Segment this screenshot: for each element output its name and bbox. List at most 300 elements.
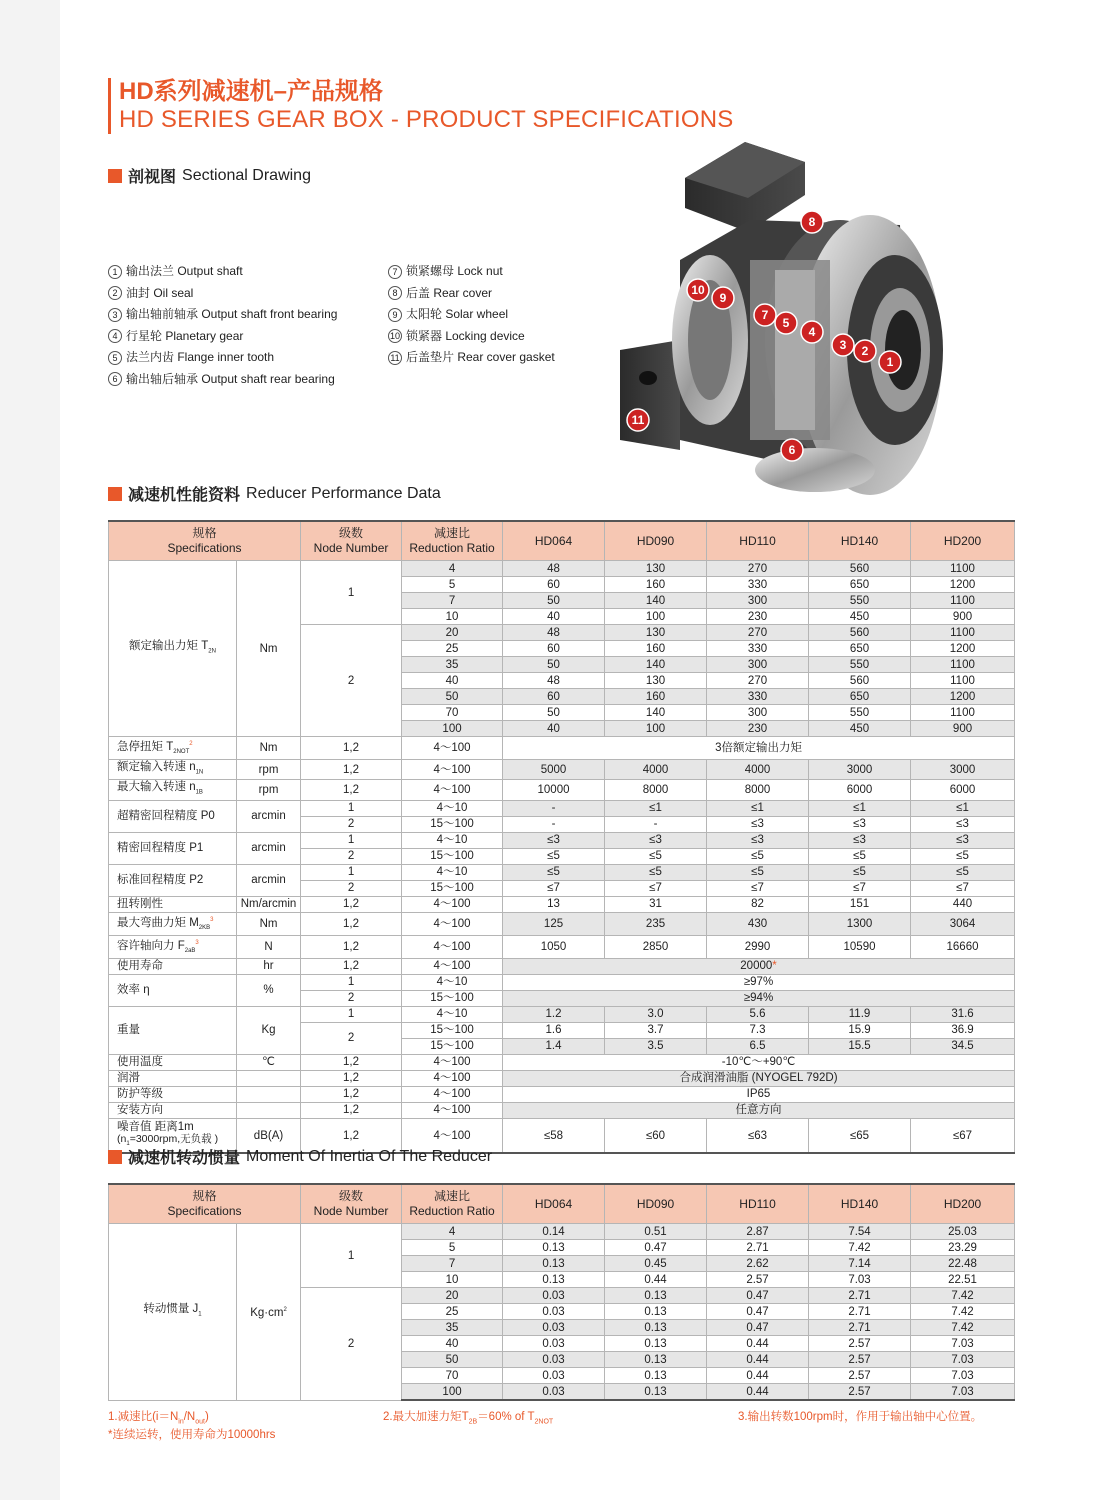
row-label: 标准回程精度 P2 xyxy=(109,864,237,896)
section-sectional-drawing xyxy=(108,164,311,187)
value-cell: ≤60 xyxy=(605,1118,707,1153)
section-title-cn: 减速机性能资料 xyxy=(128,487,241,504)
ratio-cell: 4～10 xyxy=(402,974,503,990)
value-cell: 20000* xyxy=(503,958,1015,974)
ratio-cell: 4～100 xyxy=(402,1054,503,1070)
page-margin xyxy=(0,0,60,1500)
value-cell: 4000 xyxy=(605,760,707,780)
section-marker-icon xyxy=(108,1150,122,1164)
value-cell: 0.14 xyxy=(503,1224,605,1240)
row-label: 转动惯量 $J_1$ xyxy=(109,1224,237,1401)
value-cell: 2.71 xyxy=(707,1240,809,1256)
value-cell: 50 xyxy=(503,705,605,721)
value-cell: 48 xyxy=(503,625,605,641)
row-stage: 2 xyxy=(301,816,402,832)
ratio-cell: 15～100 xyxy=(402,848,503,864)
footnote-3: 3.输出转数100rpm时，作用于输出轴中心位置。 xyxy=(738,1411,983,1423)
row-stage: 1 xyxy=(301,800,402,816)
value-cell: 60 xyxy=(503,689,605,705)
header-model: HD090 xyxy=(605,1184,707,1224)
value-cell: - xyxy=(503,800,605,816)
value-cell: 8000 xyxy=(605,780,707,800)
value-cell: - xyxy=(605,816,707,832)
table-row xyxy=(109,935,1015,958)
table-row xyxy=(109,864,1015,880)
ratio-cell: 25 xyxy=(402,1304,503,1320)
ratio-cell: 70 xyxy=(402,705,503,721)
value-cell: 1100 xyxy=(911,625,1015,641)
value-cell: 7.03 xyxy=(911,1384,1015,1401)
table-row xyxy=(109,737,1015,760)
value-cell: ≥94% xyxy=(503,990,1015,1006)
ratio-cell: 10 xyxy=(402,1272,503,1288)
value-cell: 10000 xyxy=(503,780,605,800)
table-row xyxy=(109,1054,1015,1070)
ratio-cell: 4～100 xyxy=(402,958,503,974)
value-cell: 0.03 xyxy=(503,1288,605,1304)
header-ratio: 减速比 Reduction Ratio xyxy=(402,521,503,561)
value-cell: 0.13 xyxy=(605,1320,707,1336)
row-label: 使用温度 xyxy=(109,1054,237,1070)
ratio-cell: 100 xyxy=(402,721,503,737)
value-cell: 0.47 xyxy=(707,1320,809,1336)
value-cell: ≤7 xyxy=(911,880,1015,896)
value-cell: 0.44 xyxy=(707,1368,809,1384)
value-cell: ≤3 xyxy=(707,832,809,848)
value-cell: ≤3 xyxy=(503,832,605,848)
row-stage: 1,2 xyxy=(301,1086,402,1102)
value-cell: 140 xyxy=(605,657,707,673)
value-cell: ≤5 xyxy=(605,864,707,880)
svg-text:10: 10 xyxy=(691,283,705,297)
value-cell: 2.62 xyxy=(707,1256,809,1272)
svg-text:8: 8 xyxy=(808,215,816,229)
table-row xyxy=(109,832,1015,848)
value-cell: 0.47 xyxy=(707,1288,809,1304)
ratio-cell: 70 xyxy=(402,1368,503,1384)
value-cell: 550 xyxy=(809,593,911,609)
value-cell: 7.03 xyxy=(911,1352,1015,1368)
legend-left xyxy=(108,261,337,390)
ratio-cell: 50 xyxy=(402,689,503,705)
table-header xyxy=(109,1184,1015,1224)
value-cell: 31.6 xyxy=(911,1006,1015,1022)
value-cell: 1050 xyxy=(503,935,605,958)
row-stage: 1,2 xyxy=(301,1070,402,1086)
header-spec: 规格 Specifications xyxy=(109,1184,301,1224)
ratio-cell: 40 xyxy=(402,1336,503,1352)
value-cell: 0.13 xyxy=(605,1352,707,1368)
value-cell: 5.6 xyxy=(707,1006,809,1022)
value-cell: ≤7 xyxy=(605,880,707,896)
value-cell: 7.42 xyxy=(911,1320,1015,1336)
table-row xyxy=(109,780,1015,800)
value-cell: 0.13 xyxy=(605,1368,707,1384)
value-cell: 130 xyxy=(605,673,707,689)
row-unit xyxy=(237,1102,301,1118)
svg-text:7: 7 xyxy=(761,308,769,322)
ratio-cell: 4～10 xyxy=(402,864,503,880)
value-cell: 3000 xyxy=(911,760,1015,780)
row-label: 防护等级 xyxy=(109,1086,237,1102)
row-label: 使用寿命 xyxy=(109,958,237,974)
header-model: HD110 xyxy=(707,521,809,561)
value-cell: ≤5 xyxy=(707,864,809,880)
value-cell: 0.45 xyxy=(605,1256,707,1272)
row-stage: 1,2 xyxy=(301,896,402,912)
value-cell: 230 xyxy=(707,609,809,625)
value-cell: 50 xyxy=(503,657,605,673)
value-cell: 0.03 xyxy=(503,1384,605,1401)
row-unit: arcmin xyxy=(237,800,301,832)
row-label: 效率 η xyxy=(109,974,237,1006)
value-cell: ≤5 xyxy=(809,848,911,864)
value-cell: 560 xyxy=(809,673,911,689)
row-label: 超精密回程精度 P0 xyxy=(109,800,237,832)
header-model: HD064 xyxy=(503,1184,605,1224)
row-label: 额定输入转速 $n_{1N}$ xyxy=(109,760,237,780)
value-cell: 10590 xyxy=(809,935,911,958)
value-cell: 1100 xyxy=(911,561,1015,577)
value-cell: 8000 xyxy=(707,780,809,800)
value-cell: 3倍额定输出力矩 xyxy=(503,737,1015,760)
value-cell: 2.71 xyxy=(809,1320,911,1336)
value-cell: 560 xyxy=(809,625,911,641)
value-cell: 1300 xyxy=(809,912,911,935)
row-stage: 1,2 xyxy=(301,737,402,760)
ratio-cell: 100 xyxy=(402,1384,503,1401)
row-stage: 1,2 xyxy=(301,935,402,958)
row-unit: rpm xyxy=(237,780,301,800)
table-header xyxy=(109,521,1015,561)
ratio-cell: 50 xyxy=(402,1352,503,1368)
value-cell: 330 xyxy=(707,641,809,657)
value-cell: 0.47 xyxy=(605,1240,707,1256)
row-label: 急停扭矩 $T_{2NOT}^2$ xyxy=(109,737,237,760)
header-model: HD200 xyxy=(911,521,1015,561)
row-stage: 2 xyxy=(301,1022,402,1054)
value-cell: 2850 xyxy=(605,935,707,958)
value-cell: ≥97% xyxy=(503,974,1015,990)
legend-item: 10 锁紧器 Locking device xyxy=(389,328,525,343)
value-cell: 0.13 xyxy=(605,1304,707,1320)
value-cell: 2.71 xyxy=(809,1288,911,1304)
value-cell: 1.2 xyxy=(503,1006,605,1022)
value-cell: 82 xyxy=(707,896,809,912)
legend-right xyxy=(388,261,555,369)
page-title xyxy=(108,78,733,134)
value-cell: IP65 xyxy=(503,1086,1015,1102)
section-marker-icon xyxy=(108,487,122,501)
value-cell: 2.57 xyxy=(809,1368,911,1384)
svg-text:1: 1 xyxy=(886,355,894,369)
ratio-cell: 20 xyxy=(402,1288,503,1304)
value-cell: 550 xyxy=(809,705,911,721)
row-unit: rpm xyxy=(237,760,301,780)
value-cell: ≤63 xyxy=(707,1118,809,1153)
row-label: 扭转刚性 xyxy=(109,896,237,912)
legend-item: 3 输出轴前轴承 Output shaft front bearing xyxy=(108,304,337,326)
value-cell: 7.03 xyxy=(809,1272,911,1288)
value-cell: 15.9 xyxy=(809,1022,911,1038)
inertia-table xyxy=(108,1183,1015,1401)
value-cell: 0.13 xyxy=(605,1336,707,1352)
value-cell: 48 xyxy=(503,673,605,689)
ratio-cell: 15～100 xyxy=(402,880,503,896)
value-cell: ≤1 xyxy=(605,800,707,816)
legend-item: 4 行星轮 Planetary gear xyxy=(108,326,337,348)
value-cell: 450 xyxy=(809,609,911,625)
value-cell: 0.13 xyxy=(605,1288,707,1304)
row-label: 最大输入转速 $n_{1B}$ xyxy=(109,780,237,800)
performance-table xyxy=(108,520,1015,1154)
row-label: 重量 xyxy=(109,1006,237,1054)
row-stage: 1,2 xyxy=(301,780,402,800)
value-cell: ≤3 xyxy=(911,832,1015,848)
row-unit: Nm xyxy=(237,737,301,760)
row-unit: arcmin xyxy=(237,864,301,896)
ratio-cell: 5 xyxy=(402,577,503,593)
value-cell: 160 xyxy=(605,641,707,657)
value-cell: 40 xyxy=(503,721,605,737)
value-cell: 7.14 xyxy=(809,1256,911,1272)
value-cell: 0.03 xyxy=(503,1368,605,1384)
value-cell: 270 xyxy=(707,561,809,577)
svg-text:4: 4 xyxy=(808,325,816,339)
section-title-en: Moment Of Inertia Of The Reducer xyxy=(246,1147,493,1165)
ratio-cell: 4～100 xyxy=(402,896,503,912)
ratio-cell: 4～100 xyxy=(402,1118,503,1153)
value-cell: 440 xyxy=(911,896,1015,912)
value-cell: 7.3 xyxy=(707,1022,809,1038)
value-cell: 7.03 xyxy=(911,1368,1015,1384)
header-model: HD140 xyxy=(809,521,911,561)
row-label: 精密回程精度 P1 xyxy=(109,832,237,864)
value-cell: 151 xyxy=(809,896,911,912)
header-model: HD090 xyxy=(605,521,707,561)
value-cell: 0.44 xyxy=(707,1352,809,1368)
ratio-cell: 35 xyxy=(402,1320,503,1336)
value-cell: ≤5 xyxy=(911,848,1015,864)
row-label: 最大弯曲力矩 $M_{2KB}^3$ xyxy=(109,912,237,935)
value-cell: 0.03 xyxy=(503,1320,605,1336)
value-cell: 1200 xyxy=(911,641,1015,657)
value-cell: ≤7 xyxy=(707,880,809,896)
value-cell: 125 xyxy=(503,912,605,935)
header-node: 级数 Node Number xyxy=(301,521,402,561)
value-cell: 7.54 xyxy=(809,1224,911,1240)
ratio-cell: 4～100 xyxy=(402,1070,503,1086)
value-cell: 430 xyxy=(707,912,809,935)
value-cell: 0.44 xyxy=(605,1272,707,1288)
row-stage: 1,2 xyxy=(301,912,402,935)
value-cell: 130 xyxy=(605,561,707,577)
value-cell: 300 xyxy=(707,593,809,609)
value-cell: 6000 xyxy=(911,780,1015,800)
row-unit: Nm xyxy=(237,912,301,935)
ratio-cell: 4 xyxy=(402,561,503,577)
ratio-cell: 15～100 xyxy=(402,1022,503,1038)
value-cell: ≤5 xyxy=(809,864,911,880)
value-cell: 2990 xyxy=(707,935,809,958)
value-cell: 130 xyxy=(605,625,707,641)
value-cell: ≤5 xyxy=(911,864,1015,880)
row-label: 噪音值 距离1m ($n_1=3000rpm$,无负载 ) xyxy=(109,1118,237,1153)
table-row xyxy=(109,958,1015,974)
svg-text:11: 11 xyxy=(631,413,645,427)
footnote-2: 2.最大加速力矩$T_{2B}=60\%$ of $T_{2NOT}$ xyxy=(383,1411,554,1426)
row-label: 安装方向 xyxy=(109,1102,237,1118)
row-unit: arcmin xyxy=(237,832,301,864)
value-cell: 16660 xyxy=(911,935,1015,958)
footnote-1: 1.减速比$(i=N_{in}/N_{out})$ xyxy=(108,1411,209,1426)
value-cell: ≤67 xyxy=(911,1118,1015,1153)
value-cell: 270 xyxy=(707,625,809,641)
table-row xyxy=(109,912,1015,935)
value-cell: 235 xyxy=(605,912,707,935)
value-cell: 50 xyxy=(503,593,605,609)
row-unit: Kg xyxy=(237,1006,301,1054)
value-cell: 0.51 xyxy=(605,1224,707,1240)
row-unit: % xyxy=(237,974,301,1006)
value-cell: ≤3 xyxy=(707,816,809,832)
row-stage: 1,2 xyxy=(301,1054,402,1070)
footnote-4: *连续运转，使用寿命为10000hrs xyxy=(108,1429,276,1441)
legend-item: 6 输出轴后轴承 Output shaft rear bearing xyxy=(108,369,337,391)
value-cell: 3.7 xyxy=(605,1022,707,1038)
header-model: HD140 xyxy=(809,1184,911,1224)
value-cell: 450 xyxy=(809,721,911,737)
value-cell: 0.03 xyxy=(503,1352,605,1368)
value-cell: 0.13 xyxy=(605,1384,707,1401)
ratio-cell: 4～100 xyxy=(402,780,503,800)
row-stage: 2 xyxy=(301,880,402,896)
value-cell: 2.57 xyxy=(809,1352,911,1368)
table-row xyxy=(109,1006,1015,1022)
ratio-cell: 35 xyxy=(402,657,503,673)
row-stage: 2 xyxy=(301,625,402,737)
value-cell: 560 xyxy=(809,561,911,577)
svg-text:5: 5 xyxy=(782,316,790,330)
value-cell: 60 xyxy=(503,641,605,657)
ratio-cell: 4～100 xyxy=(402,1102,503,1118)
value-cell: 合成润滑油脂 (NYOGEL 792D) xyxy=(503,1070,1015,1086)
row-label: 容许轴向力 $F_{2aB}^3$ xyxy=(109,935,237,958)
value-cell: 2.57 xyxy=(809,1336,911,1352)
value-cell: 900 xyxy=(911,721,1015,737)
value-cell: 22.51 xyxy=(911,1272,1015,1288)
value-cell: 11.9 xyxy=(809,1006,911,1022)
header-model: HD110 xyxy=(707,1184,809,1224)
row-unit xyxy=(237,1086,301,1102)
table-row xyxy=(109,1224,1015,1240)
ratio-cell: 4～10 xyxy=(402,800,503,816)
value-cell: 0.47 xyxy=(707,1304,809,1320)
row-stage: 1 xyxy=(301,864,402,880)
ratio-cell: 25 xyxy=(402,641,503,657)
value-cell: 550 xyxy=(809,657,911,673)
section-marker-icon xyxy=(108,169,122,183)
legend-item: 2 油封 Oil seal xyxy=(108,283,337,305)
value-cell: 7.03 xyxy=(911,1336,1015,1352)
value-cell: -10℃～+90℃ xyxy=(503,1054,1015,1070)
section-inertia xyxy=(108,1145,492,1168)
row-stage: 2 xyxy=(301,848,402,864)
value-cell: ≤1 xyxy=(809,800,911,816)
ratio-cell: 4～100 xyxy=(402,760,503,780)
row-stage: 1 xyxy=(301,832,402,848)
value-cell: ≤3 xyxy=(809,816,911,832)
ratio-cell: 4～100 xyxy=(402,912,503,935)
value-cell: 1100 xyxy=(911,657,1015,673)
row-stage: 1,2 xyxy=(301,1102,402,1118)
section-performance xyxy=(108,482,441,505)
row-stage: 1,2 xyxy=(301,1118,402,1153)
value-cell: 4000 xyxy=(707,760,809,780)
row-unit xyxy=(237,1070,301,1086)
legend-item: 11 后盖垫片 Rear cover gasket xyxy=(388,347,555,369)
value-cell: 900 xyxy=(911,609,1015,625)
value-cell: 1.4 xyxy=(503,1038,605,1054)
header-node: 级数 Node Number xyxy=(301,1184,402,1224)
section-title-cn: 减速机转动惯量 xyxy=(128,1150,241,1167)
value-cell: ≤5 xyxy=(503,848,605,864)
table-row xyxy=(109,760,1015,780)
value-cell: 1100 xyxy=(911,673,1015,689)
row-stage: 1,2 xyxy=(301,760,402,780)
ratio-cell: 4～100 xyxy=(402,737,503,760)
svg-text:9: 9 xyxy=(719,291,727,305)
value-cell: ≤7 xyxy=(503,880,605,896)
row-stage: 1 xyxy=(301,1006,402,1022)
row-stage: 2 xyxy=(301,990,402,1006)
value-cell: - xyxy=(503,816,605,832)
value-cell: ≤65 xyxy=(809,1118,911,1153)
table-row xyxy=(109,1102,1015,1118)
row-unit: ℃ xyxy=(237,1054,301,1070)
value-cell: 140 xyxy=(605,705,707,721)
row-stage: 2 xyxy=(301,1288,402,1401)
row-stage: 1 xyxy=(301,1224,402,1288)
ratio-cell: 40 xyxy=(402,673,503,689)
value-cell: 1200 xyxy=(911,577,1015,593)
title-cn: HD系列减速机–产品规格 xyxy=(119,78,384,105)
value-cell: ≤5 xyxy=(503,864,605,880)
value-cell: 31 xyxy=(605,896,707,912)
ratio-cell: 4～10 xyxy=(402,1006,503,1022)
value-cell: ≤58 xyxy=(503,1118,605,1153)
value-cell: 7.42 xyxy=(809,1240,911,1256)
value-cell: 0.44 xyxy=(707,1384,809,1401)
value-cell: 650 xyxy=(809,641,911,657)
value-cell: 160 xyxy=(605,577,707,593)
value-cell: ≤3 xyxy=(605,832,707,848)
value-cell: 2.87 xyxy=(707,1224,809,1240)
ratio-cell: 7 xyxy=(402,1256,503,1272)
legend-item: 9 太阳轮 Solar wheel xyxy=(388,304,555,326)
row-unit: dB(A) xyxy=(237,1118,301,1153)
ratio-cell: 4～10 xyxy=(402,832,503,848)
value-cell: 300 xyxy=(707,705,809,721)
value-cell: 13 xyxy=(503,896,605,912)
value-cell: 23.29 xyxy=(911,1240,1015,1256)
value-cell: 100 xyxy=(605,721,707,737)
table-row xyxy=(109,1086,1015,1102)
row-unit: N xyxy=(237,935,301,958)
value-cell: 0.13 xyxy=(503,1240,605,1256)
row-label: 额定输出力矩 $T_{2N}$ xyxy=(109,561,237,737)
value-cell: 34.5 xyxy=(911,1038,1015,1054)
